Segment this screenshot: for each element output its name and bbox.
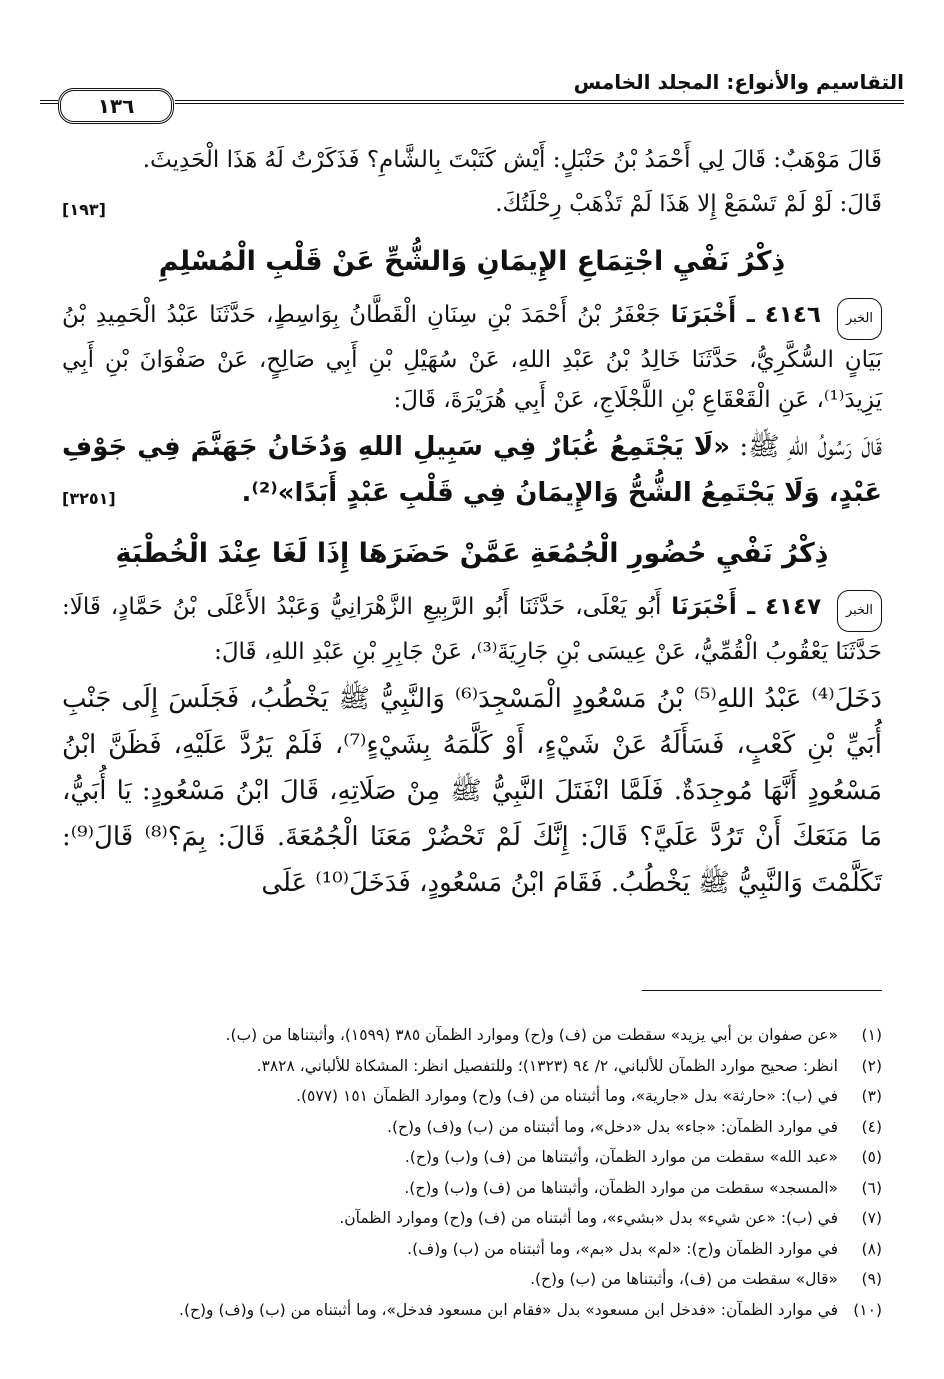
hadith-4146-isnad xyxy=(62,295,882,420)
hadith-lead: ـ أَخْبَرَنَا xyxy=(670,302,755,328)
footnote: (٣)في (ب): «حارثة» بدل «جارية»، وما أثبتناه من (ف) و(ح) وموارد الظمآن ١٥١ (٥٧٧). xyxy=(296,1087,882,1105)
hadith-number: ٤١٤٧ xyxy=(764,594,822,620)
intro-line-1: قَالَ مَوْهَبٌ: قَالَ لِي أَحْمَدُ بْنُ حَنْبَلٍ: أَيْش كَتَبْتَ بِالشَّامِ؟ فَذَكَرْتُ لَهُ هَذَا الْحَدِيثَ. xyxy=(142,147,882,173)
khabar-badge: الخبر xyxy=(837,298,882,340)
footnote: (٩)«قال» سقطت من (ف)، وأثبتناها من (ب) و(ح). xyxy=(530,1270,882,1288)
khabar-badge: الخبر xyxy=(837,590,882,632)
footnotes xyxy=(62,1010,882,1325)
footnote: (٦)«المسجد» سقطت من موارد الظمآن، وأثبتناها من (ف) و(ب) و(ح). xyxy=(404,1178,882,1197)
hadith-lead: ـ أَخْبَرَنَا xyxy=(671,594,756,620)
header-rule-left xyxy=(40,100,58,104)
section-2-heading: ذِكْرُ نَفْيِ حُضُورِ الْجُمُعَةِ عَمَّنْ حَضَرَهَا إِذَا لَغَا عِنْدَ الْخُطْبَةِ xyxy=(115,538,829,569)
footnote: (٤)في موارد الظمآن: «جاء» بدل «دخل»، وما أثبتناه من (ب) و(ف) و(ح). xyxy=(387,1117,882,1136)
footnote: (٧)في (ب): «عن شيء» بدل «بشيء»، وما أثبتناه من (ف) و(ح) وموارد الظمآن. xyxy=(339,1209,882,1227)
intro-reference: [١٩٣] xyxy=(62,200,106,219)
isnad-text: أَبُو يَعْلَى، حَدَّثَنَا أَبُو الرَّبِيعِ الزَّهْرَانِيُّ وَعَبْدُ الأَعْلَى بْنُ حَمَّادٍ، قَالَا: حَدَّثَنَا يَعْقُوبُ الْقُمِّيُّ، عَنْ عِيسَى بْنِ جَارِيَةَ⁽³⁾، عَنْ جَابِرِ بْنِ عَبْدِ اللهِ، قَالَ: xyxy=(62,594,882,665)
hadith-number: ٤١٤٦ xyxy=(764,302,821,328)
hadith-4146-matn xyxy=(62,424,882,516)
footnotes-divider xyxy=(642,990,882,991)
footnote: (١)«عن صفوان بن أبي يزيد» سقطت من (ف) و(ح) وموارد الظمآن ٣٨٥ (١٥٩٩)، وأثبتناها من (ب). xyxy=(225,1026,882,1044)
main-text xyxy=(62,140,882,910)
footnote: (١٠)في موارد الظمآن: «فدخل ابن مسعود» بدل «فقام ابن مسعود فدخل»، وما أثبتناه من (ب) و(ف) و(ح). xyxy=(179,1300,882,1319)
header-rule xyxy=(175,100,904,104)
hadith-4146-reference: [٣٢٥١] xyxy=(62,489,116,508)
matn-intro: قَالَ رَسُولُ اللهِ ﷺ: xyxy=(739,432,882,462)
hadith-4147-matn: دَخَلَ⁽⁴⁾ عَبْدُ اللهِ⁽⁵⁾ بْنُ مَسْعُودٍ الْمَسْجِدَ⁽⁶⁾ وَالنَّبِيُّ ﷺ يَخْطُبُ، فَجَلَسَ إِلَى جَنْبِ أُبَيِّ بْنِ كَعْبٍ، فَسَأَلَهُ عَنْ شَيْءٍ، أَوْ كَلَّمَهُ بِشَيْءٍ⁽⁷⁾، فَلَمْ يَرُدَّ عَلَيْهِ، فَظَنَّ ابْنُ مَسْعُودٍ أَنَّهَا مُوجِدَةٌ. فَلَمَّا انْفَتَلَ النَّبِيُّ ﷺ مِنْ صَلَاتِهِ، قَالَ ابْنُ مَسْعُودٍ: يَا أُبَيُّ، مَا مَنَعَكَ أَنْ تَرُدَّ عَلَيَّ؟ قَالَ: إِنَّكَ لَمْ تَحْضُرْ مَعَنَا الْجُمُعَةَ. قَالَ: بِمَ؟⁽⁸⁾ قَالَ⁽⁹⁾: تَكَلَّمْتَ وَالنَّبِيُّ ﷺ يَخْطُبُ. فَقَامَ ابْنُ مَسْعُودٍ، فَدَخَلَ⁽¹⁰⁾ عَلَى xyxy=(62,684,883,898)
hadith-4147-isnad xyxy=(62,587,882,672)
running-title: التقاسيم والأنواع: المجلد الخامس xyxy=(573,70,904,94)
intro-line-2 xyxy=(62,184,882,224)
footnote: (٥)«عبد الله» سقطت من موارد الظمآن، وأثبتناها من (ف) و(ب) و(ح). xyxy=(404,1148,882,1166)
page-number: ١٣٦ xyxy=(58,88,174,124)
section-1-heading: ذِكْرُ نَفْيِ اجْتِمَاعِ الإِيمَانِ وَالشُّحِّ عَنْ قَلْبِ الْمُسْلِمِ xyxy=(158,246,786,277)
matn-text: «لَا يَجْتَمِعُ غُبَارٌ فِي سَبِيلِ اللهِ وَدُخَانُ جَهَنَّمَ فِي جَوْفِ عَبْدٍ، وَلَا يَجْتَمِعُ الشُّحُّ وَالإِيمَانُ فِي قَلْبِ عَبْدٍ أَبَدًا»⁽²⁾. xyxy=(62,432,882,508)
footnote: (٨)في موارد الظمآن و(ح): «لم» بدل «بم»، وما أثبتناه من (ب) و(ف). xyxy=(407,1239,882,1258)
footnote: (٢)انظر: صحيح موارد الظمآن للألباني، ٢/ ٩٤ (١٣٢٣)؛ وللتفصيل انظر: المشكاة للألباني، ٣٨٢٨. xyxy=(256,1056,882,1075)
isnad-text: جَعْفَرُ بْنُ أَحْمَدَ بْنِ سِنَانِ الْقَطَّانُ بِوَاسِطٍ، حَدَّثَنَا عَبْدُ الْحَمِيدِ بْنُ بَيَانٍ السُّكَّرِيُّ، حَدَّثَنَا خَالِدُ بْنُ عَبْدِ اللهِ، عَنْ سُهَيْلِ بْنِ أَبِي صَالِحٍ، عَنْ صَفْوَانَ بْنِ أَبِي يَزِيدَ⁽¹⁾، عَنِ الْقَعْقَاعِ بْنِ اللَّجْلَاجِ، عَنْ أَبِي هُرَيْرَةَ، قَالَ: xyxy=(62,302,882,413)
page-header xyxy=(40,70,904,118)
intro-line-2-text: قَالَ: لَوْ لَمْ تَسْمَعْ إِلا هَذَا لَمْ تَذْهَبْ رِحْلَتُكَ. xyxy=(495,191,882,217)
